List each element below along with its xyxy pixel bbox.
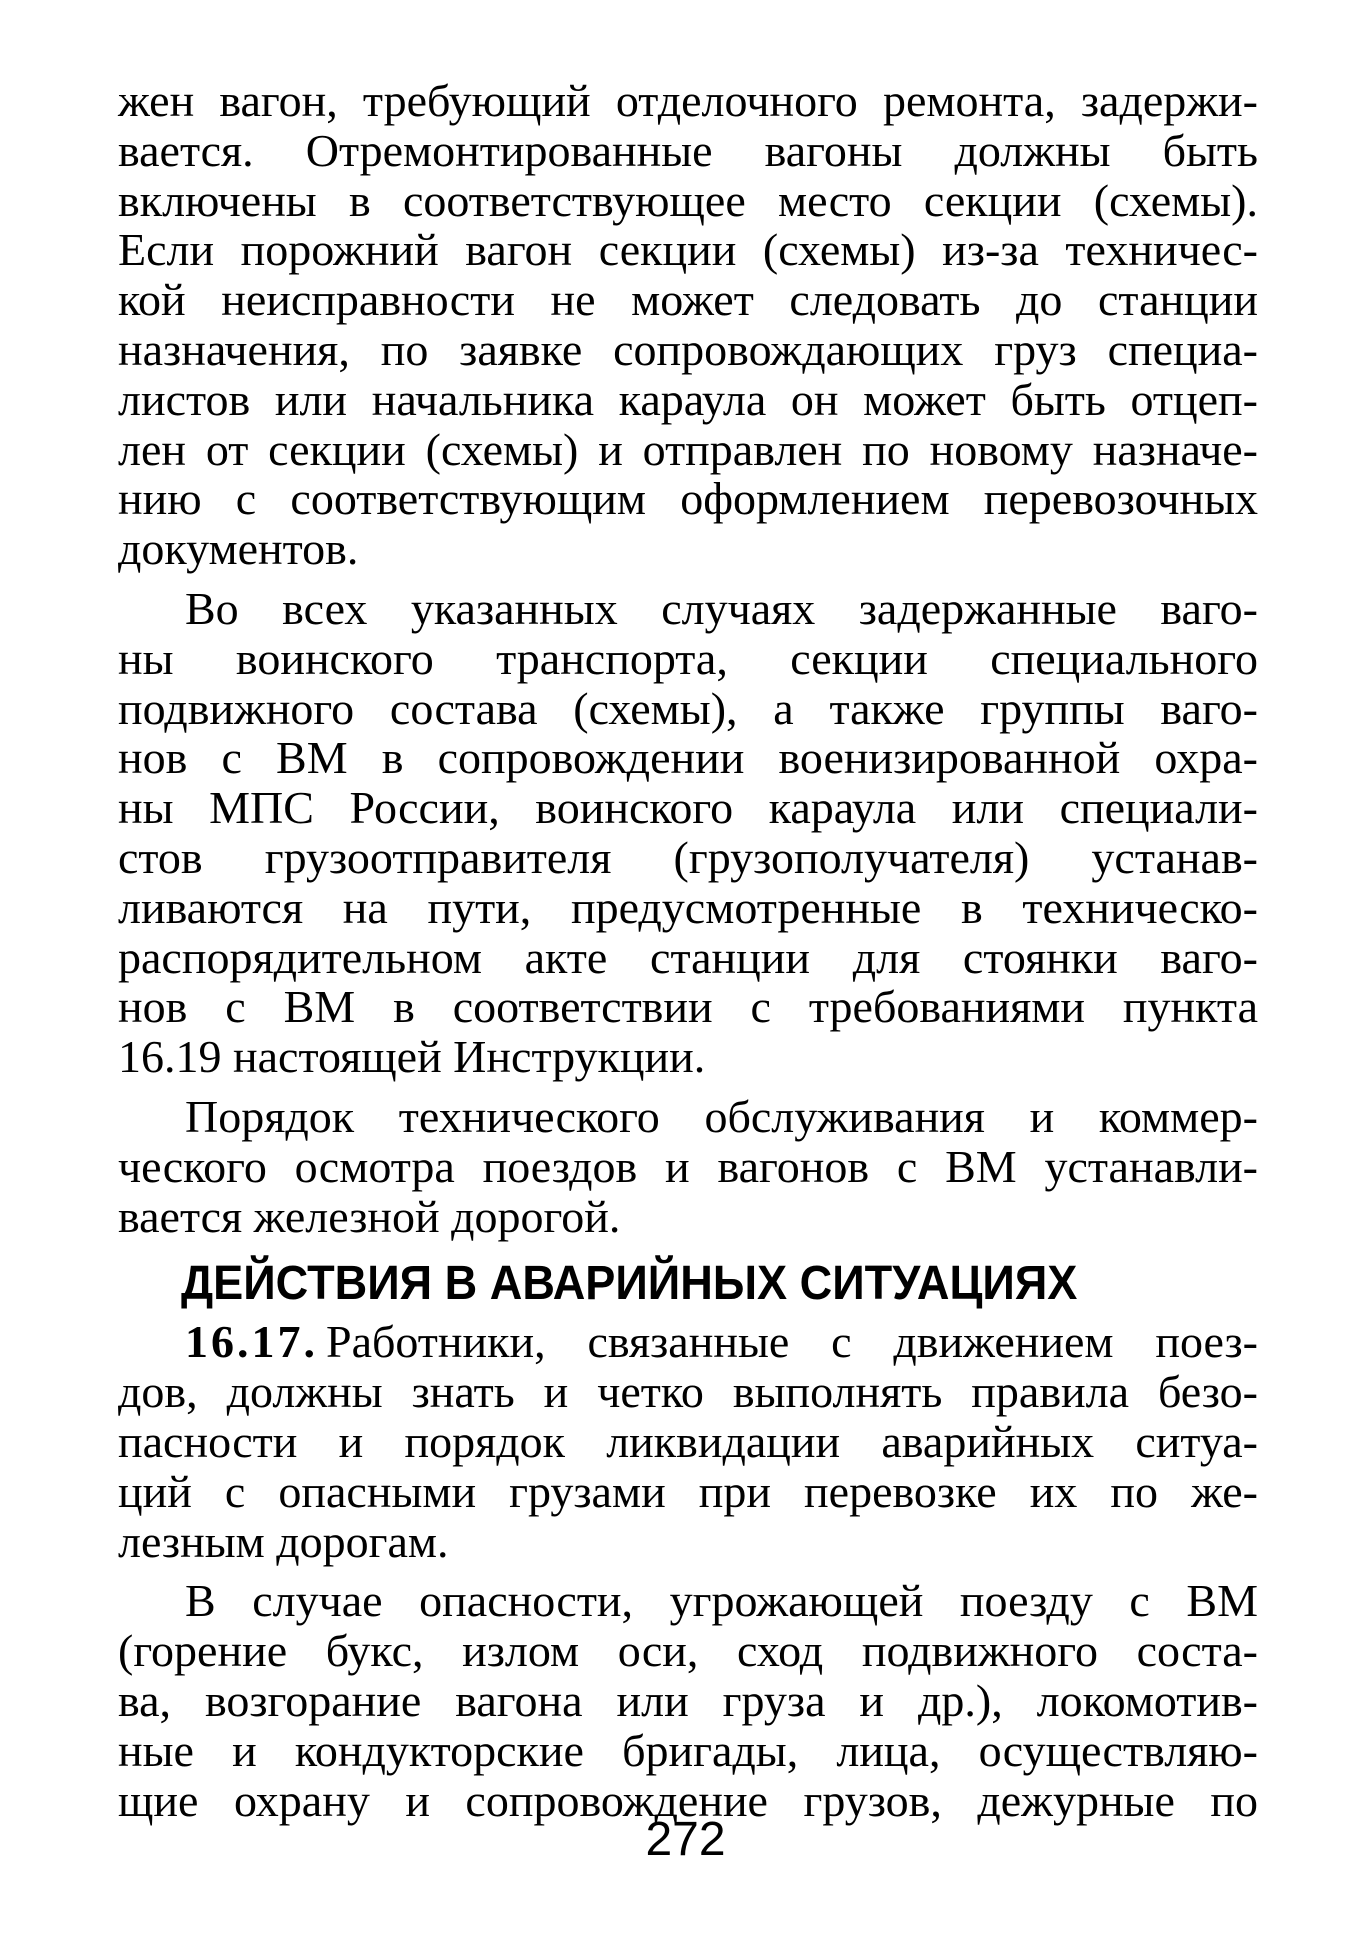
text-line: ные и кондукторские бригады, лица, осуществляю- (118, 1724, 1258, 1776)
text-line: включены в соответствующее место секции (схемы). (118, 174, 1258, 226)
page-number: 272 (645, 1813, 726, 1866)
text-line: кой неисправности не может следовать до станции (118, 274, 1258, 326)
text-line: Порядок технического обслуживания и коммер- (185, 1090, 1258, 1142)
text-line: распорядительном акте станции для стоянки ваго- (118, 931, 1258, 983)
text-line: ций с опасными грузами при перевозке их по же- (118, 1465, 1258, 1517)
text-line: назначения, по заявке сопровождающих груз специа- (118, 323, 1258, 375)
text-line: (горение букс, излом оси, сход подвижного соста- (118, 1625, 1258, 1677)
text-line: жен вагон, требующий отделочного ремонта, задержи- (118, 75, 1258, 126)
text-line: ны МПС России, воинского караула или специали- (118, 782, 1258, 834)
text-line: стов грузоотправителя (грузополучателя) устанав- (118, 831, 1258, 883)
text-line: нию с соответствующим оформлением перевозочных (118, 473, 1258, 525)
text-line: ны воинского транспорта, секции специального (118, 632, 1258, 684)
section-heading: ДЕЙСТВИЯ В АВАРИЙНЫХ СИТУАЦИЯХ (180, 1257, 1078, 1311)
text-line: лен от секции (схемы) и отправлен по новому назначе- (118, 423, 1258, 475)
paragraph-2 (118, 584, 1258, 1082)
section-16-17 (118, 1317, 1258, 1566)
section-first-line: Работники, связанные с движением поез- (326, 1316, 1258, 1368)
text-line: вается. Отремонтированные вагоны должны быть (118, 124, 1258, 176)
text-line: нов с ВМ в соответствии с требованиями пункта (118, 981, 1258, 1033)
text-line: Во всех указанных случаях задержанные ваго- (185, 582, 1258, 634)
text-line: ческого осмотра поездов и вагонов с ВМ устанавли- (118, 1140, 1258, 1192)
text-line: 16.19 настоящей Инструкции. (118, 1031, 706, 1083)
text-line: ливаются на пути, предусмотренные в техническо- (118, 881, 1258, 933)
text-line: вается железной дорогой. (118, 1190, 621, 1242)
text-line: подвижного состава (схемы), а также группы ваго- (118, 682, 1258, 734)
page-body (118, 76, 1258, 1835)
text-line (118, 1317, 1258, 1367)
paragraph-final (118, 1576, 1258, 1825)
text-line: листов или начальника караула он может быть отцеп- (118, 373, 1258, 425)
text-line: дов, должны знать и четко выполнять правила безо- (118, 1366, 1258, 1418)
text-line: пасности и порядок ликвидации аварийных ситуа- (118, 1415, 1258, 1467)
paragraph-1 (118, 76, 1258, 574)
text-line: ва, возгорание вагона или груза и др.), локомотив- (118, 1674, 1258, 1726)
text-line: нов с ВМ в сопровождении военизированной охра- (118, 732, 1258, 784)
text-line: щие охрану и сопровождение грузов, дежурные по (118, 1774, 1258, 1826)
section-number: 16.17. (185, 1316, 318, 1368)
text-line: документов. (118, 523, 359, 575)
text-line: В случае опасности, угрожающей поезду с ВМ (185, 1575, 1258, 1627)
paragraph-3 (118, 1092, 1258, 1241)
text-line: Если порожний вагон секции (схемы) из-за техничес- (118, 224, 1258, 276)
text-line: лезным дорогам. (118, 1515, 449, 1567)
